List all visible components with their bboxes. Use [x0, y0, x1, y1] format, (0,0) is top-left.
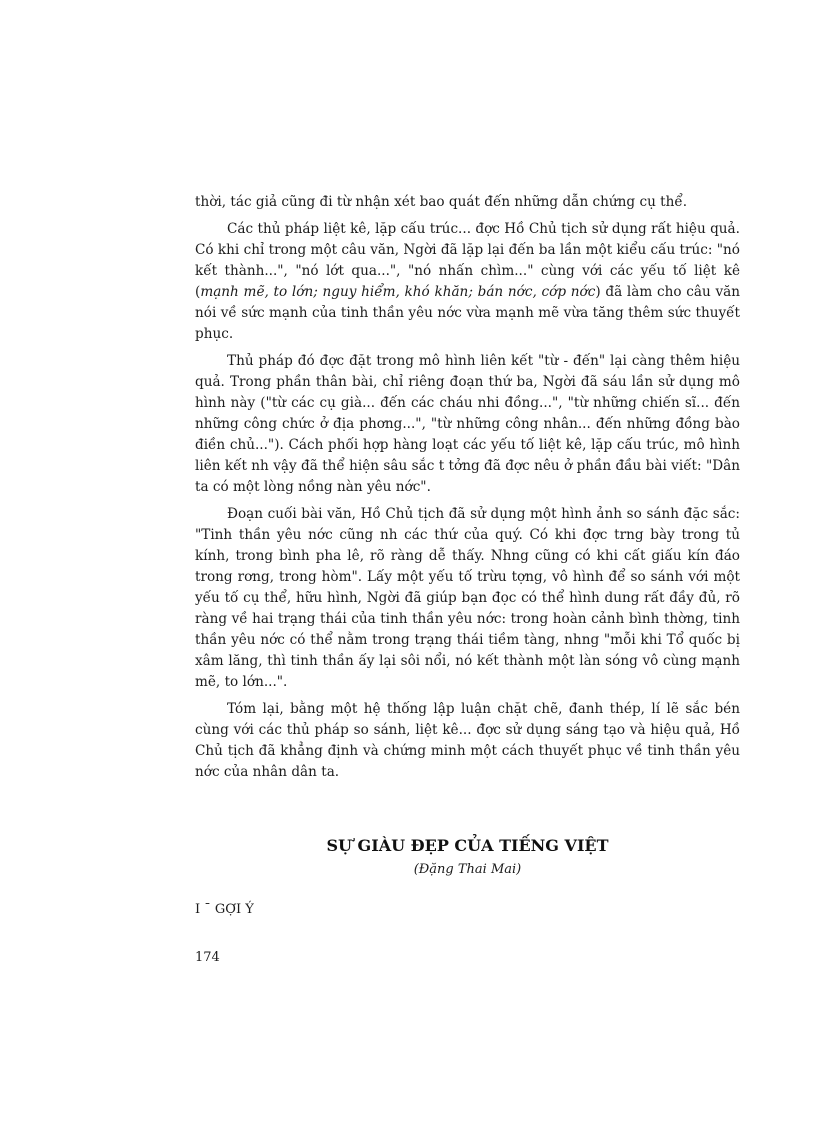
paragraph-1: thời, tác giả cũng đi từ nhận xét bao quát đến những dẫn chứng cụ thể. — [195, 194, 688, 210]
paragraph-2 — [195, 219, 740, 345]
author-line: (Đặng Thai Mai) — [413, 862, 522, 877]
section-title: SỰ GIÀU ĐẸP CỦA TIẾNG VIỆT — [326, 836, 609, 855]
paragraph-2-part-b: ) đã làm cho câu văn nói về sức mạnh của tinh thần yêu nớc vừa mạnh mẽ vừa tăng thêm sức thuyết phục. — [195, 284, 741, 342]
paragraph-5: Tóm lại, bằng một hệ thống lập luận chặt chẽ, đanh thép, lí lẽ sắc bén cùng với các thủ pháp so sánh, liệt kê... đợc sử dụng sáng tạo và hiệu quả, Hồ Chủ tịch đã khẳng định và chứng minh một cách thuyết phục về tinh thần yêu nớc của nhân dân ta. — [195, 701, 740, 780]
paragraph-2-part-a: Các thủ pháp liệt kê, lặp cấu trúc... đợc Hồ Chủ tịch sử dụng rất hiệu quả. Có khi chỉ trong một câu văn, Ngời đã lặp lại đến ba lần một kiểu cấu trúc: "nó kết thành...", "nó lớt qua...", "nó nhấn chìm..." cùng với các yếu tố liệt kê ( — [195, 221, 740, 300]
paragraph-3: Thủ pháp đó đợc đặt trong mô hình liên kết "từ - đến" lại càng thêm hiệu quả. Trong phần thân bài, chỉ riêng đoạn thứ ba, Ngời đã sáu lần sử dụng mô hình này ("từ các cụ già... đến các cháu nhi đồng...", "từ những chiến sĩ... đến những công chức ở địa phơng...", "từ những công nhân... đến những đồng bào điền chủ..."). Cách phối hợp hàng loạt các yếu tố liệt kê, lặp cấu trúc, mô hình liên kết nh vậy đã thể hiện sâu sắc t tởng đã đợc nêu ở phần đầu bài viết: "Dân ta có một lòng nồng nàn yêu nớc". — [195, 353, 740, 495]
section-heading: I ¯ GỢI Ý — [195, 902, 254, 917]
paragraph-4: Đoạn cuối bài văn, Hồ Chủ tịch đã sử dụng một hình ảnh so sánh đặc sắc: "Tinh thần yêu nớc cũng nh các thứ của quý. Có khi đợc trng bày trong tủ kính, trong bình pha lê, rõ ràng dễ thấy. Nhng cũng có khi cất giấu kín đáo trong rơng, trong hòm". Lấy một yếu tố trừu tợng, vô hình để so sánh với một yếu tố cụ thể, hữu hình, Ngời đã giúp bạn đọc có thể hình dung rất đầy đủ, rõ ràng về hai trạng thái của tinh thần yêu nớc: trong hoàn cảnh bình thờng, tinh thần yêu nớc có thể nằm trong trạng thái tiềm tàng, nhng "mỗi khi Tổ quốc bị xâm lăng, thì tinh thần ấy lại sôi nổi, nó kết thành một làn sóng vô cùng mạnh mẽ, to lớn...". — [195, 506, 740, 690]
page-number: 174 — [195, 950, 220, 965]
body-text — [195, 192, 740, 789]
paragraph-2-italic: mạnh mẽ, to lớn; nguy hiểm, khó khăn; bán nớc, cớp nớc — [200, 284, 596, 300]
